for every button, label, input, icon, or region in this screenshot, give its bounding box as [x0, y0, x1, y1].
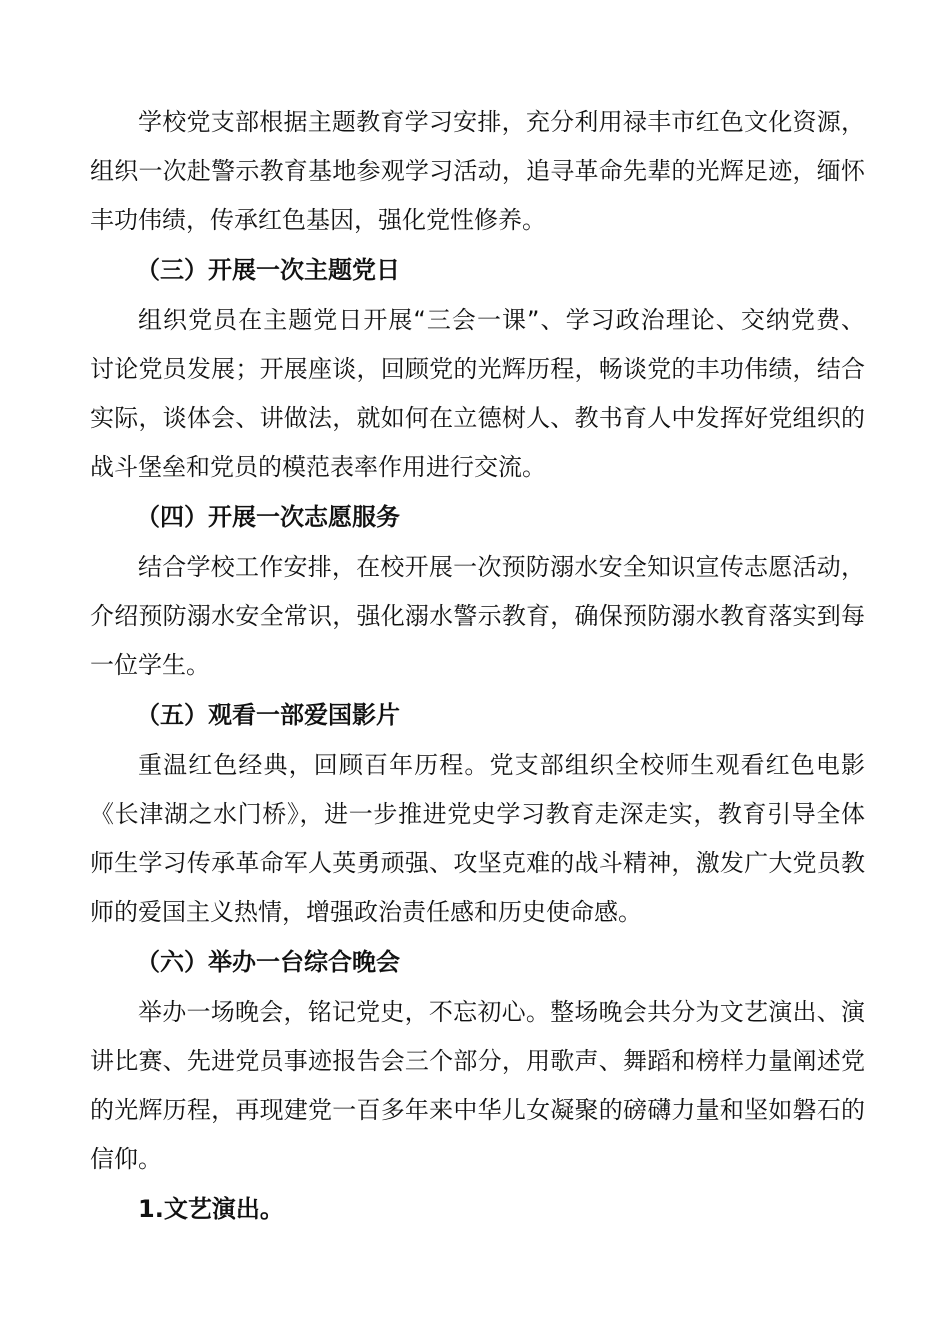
paragraph-film-line-1: 重温红色经典，回顾百年历程。党支部组织全校师生观看红色电影: [138, 751, 865, 779]
paragraph-volunteer-line-3: 一位学生。: [90, 651, 210, 679]
paragraph-volunteer-line-1: 结合学校工作安排，在校开展一次预防溺水安全知识宣传志愿活动，: [138, 553, 865, 581]
paragraph-visit-line-2: 组织一次赴警示教育基地参观学习活动，追寻革命先辈的光辉足迹，缅怀: [90, 157, 865, 185]
subheading-performance: 1.文艺演出。: [138, 1195, 284, 1223]
paragraph-volunteer-line-2: 介绍预防溺水安全常识，强化溺水警示教育，确保预防溺水教育落实到每: [90, 602, 865, 630]
section-heading-party-day: （三）开展一次主题党日: [136, 256, 400, 284]
paragraph-party-day-line-1: 组织党员在主题党日开展“三会一课”、学习政治理论、交纳党费、: [138, 306, 865, 334]
section-heading-gala: （六）举办一台综合晚会: [136, 948, 400, 976]
paragraph-gala-line-4: 信仰。: [90, 1145, 162, 1173]
paragraph-gala-line-1: 举办一场晚会，铭记党史，不忘初心。整场晚会共分为文艺演出、演: [138, 998, 865, 1026]
paragraph-visit-line-3: 丰功伟绩，传承红色基因，强化党性修养。: [90, 206, 546, 234]
section-heading-volunteer: （四）开展一次志愿服务: [136, 503, 400, 531]
section-heading-film: （五）观看一部爱国影片: [136, 701, 400, 729]
paragraph-gala-line-3: 的光辉历程，再现建党一百多年来中华儿女凝聚的磅礴力量和坚如磐石的: [90, 1096, 865, 1124]
paragraph-film-line-4: 师的爱国主义热情，增强政治责任感和历史使命感。: [90, 898, 642, 926]
paragraph-party-day-line-3: 实际，谈体会、讲做法，就如何在立德树人、教书育人中发挥好党组织的: [90, 404, 865, 432]
paragraph-gala-line-2: 讲比赛、先进党员事迹报告会三个部分，用歌声、舞蹈和榜样力量阐述党: [90, 1047, 865, 1075]
paragraph-party-day-line-4: 战斗堡垒和党员的模范表率作用进行交流。: [90, 453, 546, 481]
paragraph-film-line-3: 师生学习传承革命军人英勇顽强、攻坚克难的战斗精神，激发广大党员教: [90, 849, 865, 877]
paragraph-visit-line-1: 学校党支部根据主题教育学习安排，充分利用禄丰市红色文化资源，: [138, 108, 865, 136]
paragraph-film-line-2: 《长津湖之水门桥》，进一步推进党史学习教育走深走实，教育引导全体: [90, 800, 865, 828]
paragraph-party-day-line-2: 讨论党员发展；开展座谈，回顾党的光辉历程，畅谈党的丰功伟绩，结合: [90, 355, 865, 383]
